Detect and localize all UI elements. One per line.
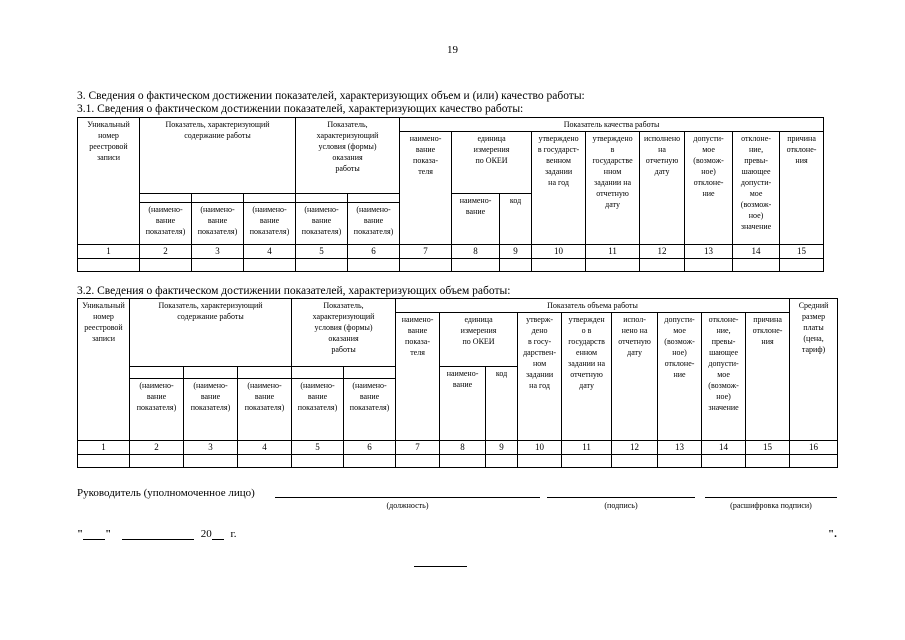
col-unit-name: наимено- вание (440, 367, 486, 441)
col-unit-name: наимено- вание (452, 194, 500, 245)
column-number: 16 (790, 441, 838, 455)
sub-indicator-name: (наимено- вание показателя) (296, 203, 348, 245)
column-number: 2 (130, 441, 184, 455)
sub-indicator-name: (наимено- вание показателя) (344, 379, 396, 441)
column-number: 4 (238, 441, 292, 455)
column-number: 3 (184, 441, 238, 455)
column-number: 9 (500, 245, 532, 259)
col-allowed-deviation: допусти- мое (возмож- ное) отклоне- ние (685, 132, 733, 245)
table-row (78, 455, 838, 468)
column-number: 2 (140, 245, 192, 259)
column-number: 12 (612, 441, 658, 455)
column-numbers-row (78, 441, 838, 455)
column-number: 15 (780, 245, 824, 259)
signature-label: Руководитель (уполномоченное лицо) (77, 487, 255, 499)
col-reason: причина отклоне- ния (746, 313, 790, 441)
position-caption: (должность) (386, 501, 429, 510)
table-row (78, 259, 824, 272)
col-reason: причина отклоне- ния (780, 132, 824, 245)
quality-table (77, 117, 824, 272)
col-volume-group: Показатель объема работы (396, 299, 790, 313)
column-number: 15 (746, 441, 790, 455)
column-number: 7 (396, 441, 440, 455)
column-number: 13 (685, 245, 733, 259)
signature-caption: (подпись) (604, 501, 638, 510)
date-close-quote: " (105, 528, 112, 540)
col-unit-code: код (500, 194, 532, 245)
column-number: 11 (562, 441, 612, 455)
col-content: Показатель, характеризующий содержание работы (130, 299, 292, 367)
column-number: 6 (348, 245, 400, 259)
sub-indicator-name: (наимено- вание показателя) (348, 203, 400, 245)
sub-indicator-name: (наимено- вание показателя) (184, 379, 238, 441)
col-unique-number: Уникальный номер реестровой записи (78, 299, 130, 441)
column-numbers-row (78, 245, 824, 259)
sub-indicator-name: (наимено- вание показателя) (130, 379, 184, 441)
col-exceeding-deviation: отклоне- ние, превы- шающее допусти- мое (возмож- ное) значение (733, 132, 780, 245)
column-number: 7 (400, 245, 452, 259)
year-blank[interactable] (212, 529, 224, 540)
sub-indicator-name: (наимено- вание показателя) (140, 203, 192, 245)
col-indicator-name: наимено- вание показа- теля (396, 313, 440, 441)
position-line[interactable] (275, 497, 540, 498)
column-number: 5 (296, 245, 348, 259)
sub-indicator-name: (наимено- вание показателя) (238, 379, 292, 441)
column-number: 8 (452, 245, 500, 259)
column-number: 12 (640, 245, 685, 259)
day-blank[interactable] (83, 529, 105, 540)
col-conditions: Показатель, характеризующий условия (формы) оказания работы (296, 118, 400, 194)
decoding-line[interactable] (705, 497, 837, 498)
section-3-2-heading: 3.2. Сведения о фактическом достижении показателей, характеризующих объем работы: (77, 285, 511, 297)
column-number: 11 (586, 245, 640, 259)
column-number: 5 (292, 441, 344, 455)
col-allowed-deviation: допусти- мое (возмож- ное) отклоне- ние (658, 313, 702, 441)
column-number: 14 (702, 441, 746, 455)
col-unit: единица измерения по ОКЕИ (452, 132, 532, 194)
column-number: 4 (244, 245, 296, 259)
column-number: 10 (518, 441, 562, 455)
column-number: 14 (733, 245, 780, 259)
col-unit-code: код (486, 367, 518, 441)
date-open-quote: " (77, 528, 84, 540)
footnote-separator (414, 566, 467, 567)
sub-indicator-name: (наимено- вание показателя) (244, 203, 296, 245)
col-executed: исполнено на отчетную дату (640, 132, 685, 245)
col-content: Показатель, характеризующий содержание работы (140, 118, 296, 194)
col-unique-number: Уникальный номер реестровой записи (78, 118, 140, 245)
column-number: 8 (440, 441, 486, 455)
page-number: 19 (447, 44, 458, 56)
volume-table (77, 298, 838, 468)
column-number: 1 (78, 245, 140, 259)
date-line (77, 528, 237, 540)
month-blank[interactable] (122, 529, 194, 540)
col-exceeding-deviation: отклоне- ние, превы- шающее допусти- мое (возмож- ное) значение (702, 313, 746, 441)
col-approved-year: утверждено в государст- венном задании на год (532, 132, 586, 245)
col-unit: единица измерения по ОКЕИ (440, 313, 518, 367)
signature-line[interactable] (547, 497, 695, 498)
col-executed: испол- нено на отчетную дату (612, 313, 658, 441)
col-average-fee: Средний размер платы (цена, тариф) (790, 299, 838, 441)
section-3-heading: 3. Сведения о фактическом достижении показателей, характеризующих объем и (или) качество работы: (77, 90, 585, 102)
col-indicator-name: наимено- вание показа- теля (400, 132, 452, 245)
col-approved-date: утверждено в государстве нном задании на отчетную дату (586, 132, 640, 245)
year-suffix: г. (230, 528, 237, 540)
column-number: 13 (658, 441, 702, 455)
sub-indicator-name: (наимено- вание показателя) (192, 203, 244, 245)
year-prefix: 20 (200, 528, 212, 540)
col-quality-group: Показатель качества работы (400, 118, 824, 132)
column-number: 10 (532, 245, 586, 259)
section-3-1-heading: 3.1. Сведения о фактическом достижении показателей, характеризующих качество работы: (77, 103, 524, 115)
decoding-caption: (расшифровка подписи) (730, 501, 812, 510)
col-approved-year: утверж- дено в госу- дарствен- ном задании на год (518, 313, 562, 441)
end-quote: ". (828, 528, 837, 540)
col-approved-date: утвержден о в государств енном задании на отчетную дату (562, 313, 612, 441)
column-number: 3 (192, 245, 244, 259)
column-number: 1 (78, 441, 130, 455)
column-number: 6 (344, 441, 396, 455)
sub-indicator-name: (наимено- вание показателя) (292, 379, 344, 441)
column-number: 9 (486, 441, 518, 455)
col-conditions: Показатель, характеризующий условия (формы) оказания работы (292, 299, 396, 367)
